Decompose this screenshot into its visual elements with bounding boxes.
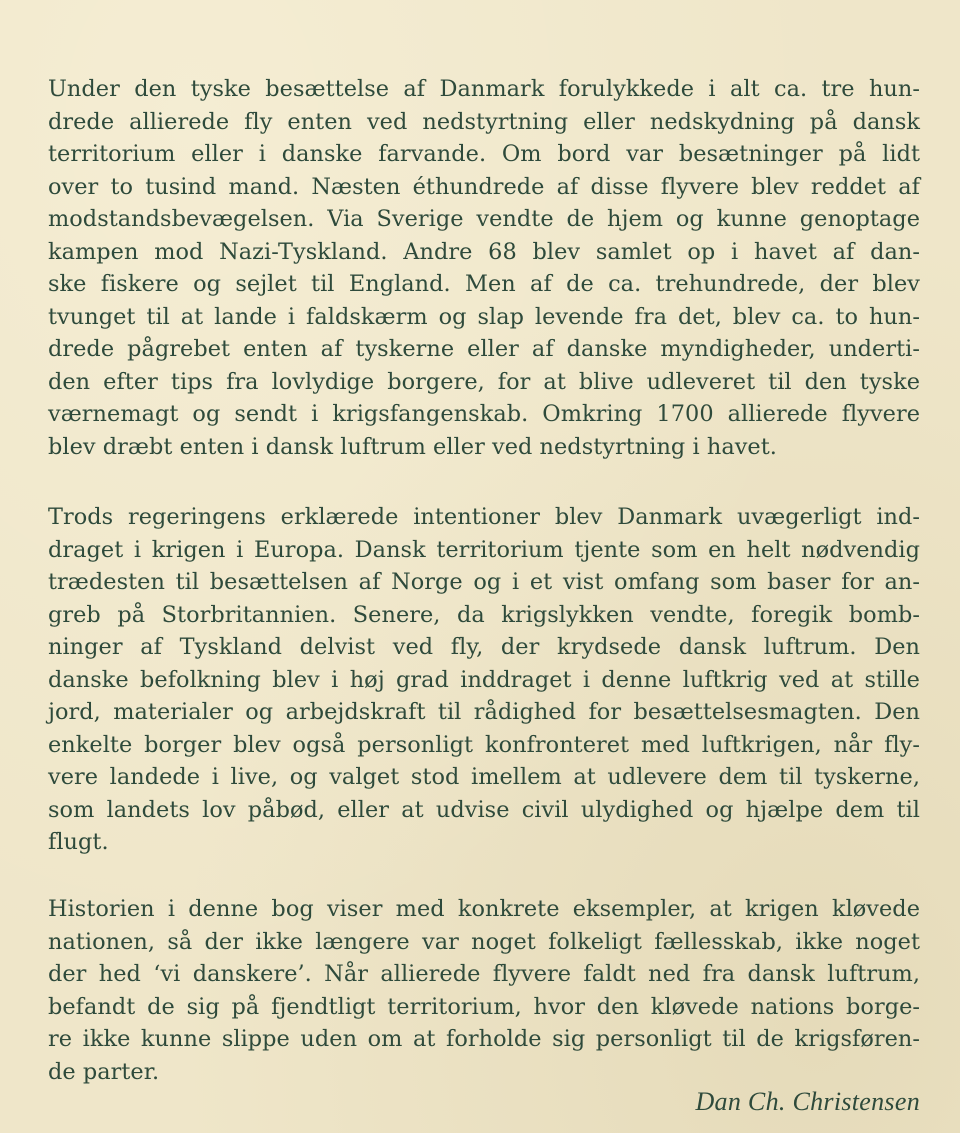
paragraph-line: drede pågrebet enten af tyskerne eller af danske myndigheder, underti- (48, 336, 920, 362)
paragraph-line: de parter. (48, 1058, 160, 1085)
paragraph-line: re ikke kunne slippe uden om at forholde sig personligt til de krigsføren- (48, 1026, 920, 1052)
paragraph-line: blev dræbt enten i dansk luftrum eller ved nedstyrtning i havet. (48, 433, 777, 460)
paragraph-line: vere landede i live, og valget stod imellem at udlevere dem til tyskerne, (48, 764, 920, 790)
paragraph-line: ske fiskere og sejlet til England. Men af de ca. trehundrede, der blev (48, 271, 920, 297)
paragraph-line: enkelte borger blev også personligt konfronteret med luftkrigen, når fly- (48, 731, 920, 758)
paragraph-1 (48, 73, 920, 463)
paragraph-line: greb på Storbritannien. Senere, da krigslykken vendte, foregik bomb- (48, 601, 920, 628)
paragraph-line: nationen, så der ikke længere var noget folkeligt fællesskab, ikke noget (48, 928, 920, 955)
paragraph-line: jord, materialer og arbejdskraft til rådighed for besættelsesmagten. Den (48, 699, 920, 725)
paragraph-line: Historien i denne bog viser med konkrete eksempler, at krigen kløvede (48, 896, 920, 922)
paragraph-line: territorium eller i danske farvande. Om bord var besætninger på lidt (48, 141, 920, 167)
author-signature: Dan Ch. Christensen (695, 1087, 920, 1116)
paragraph-line: Under den tyske besættelse af Danmark forulykkede i alt ca. tre hun- (48, 76, 920, 102)
paragraph-line: modstandsbevægelsen. Via Sverige vendte de hjem og kunne genoptage (48, 206, 920, 232)
paragraph-line: tvunget til at lande i faldskærm og slap levende fra det, blev ca. to hun- (48, 303, 920, 330)
paragraph-line: over to tusind mand. Næsten éthundrede af disse flyvere blev reddet af (48, 173, 920, 200)
paragraph-line: trædesten til besættelsen af Norge og i et vist omfang som baser for an- (48, 569, 920, 595)
paragraph-line: som landets lov påbød, eller at udvise civil ulydighed og hjælpe dem til (48, 796, 920, 823)
paragraph-line: flugt. (48, 829, 109, 855)
paragraph-line: drede allierede fly enten ved nedstyrtning eller nedskydning på dansk (48, 108, 920, 135)
paragraph-2 (48, 501, 920, 859)
paragraph-line: kampen mod Nazi-Tyskland. Andre 68 blev samlet op i havet af dan- (48, 238, 920, 265)
paragraph-line: ninger af Tyskland delvist ved fly, der krydsede dansk luftrum. Den (48, 634, 920, 660)
paragraph-line: draget i krigen i Europa. Dansk territorium tjente som en helt nødvendig (48, 536, 920, 563)
paragraph-line: værnemagt og sendt i krigsfangenskab. Omkring 1700 allierede flyvere (48, 401, 920, 427)
paragraph-line: befandt de sig på fjendtligt territorium, hvor den kløvede nations borge- (48, 993, 920, 1020)
paragraph-line: Trods regeringens erklærede intentioner blev Danmark uvægerligt ind- (48, 504, 920, 530)
paragraph-line: der hed ‘vi danskere’. Når allierede flyvere faldt ned fra dansk luftrum, (48, 961, 920, 987)
paragraph-line: den efter tips fra lovlydige borgere, for at blive udleveret til den tyske (48, 368, 920, 395)
paragraph-3 (48, 893, 920, 1088)
paragraph-line: danske befolkning blev i høj grad inddraget i denne luftkrig ved at stille (48, 666, 920, 693)
